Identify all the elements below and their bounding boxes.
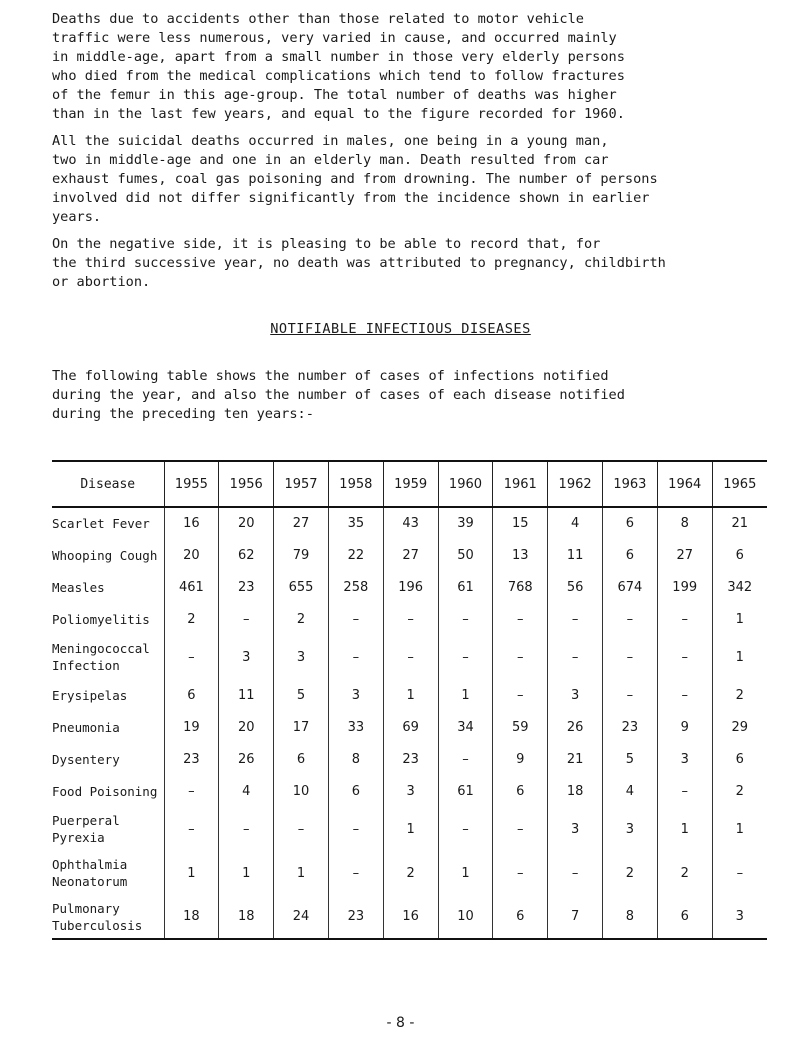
case-count: 674 [603,571,658,603]
section-heading-text: NOTIFIABLE INFECTIOUS DISEASES [270,321,531,337]
header-year: 1959 [383,461,438,507]
case-count: 18 [164,895,219,939]
case-count: – [548,635,603,679]
disease-name: Scarlet Fever [52,516,150,531]
case-count: 33 [328,711,383,743]
disease-name: Food Poisoning [52,783,158,799]
paragraph-maternal: On the negative side, it is pleasing to be able to record that, for the third successive year, no death was attributed to pregnancy, childbirth or abortion. [52,236,666,290]
paragraph-accidents: Deaths due to accidents other than those related to motor vehicle traffic were less numerous, very varied in cause, and occurred mainly in middle-age, apart from a small number in those very elderly persons who died from the medical complications which tend to follow fractures of the femur in this age-group. The total number of deaths was higher than in the last few years, and equal to the figure recorded for 1960. [52,11,625,122]
case-count: – [603,679,658,711]
case-count: 10 [274,775,329,807]
case-count: 9 [493,743,548,775]
table-row [52,507,767,539]
case-count: – [493,679,548,711]
header-year: 1958 [328,461,383,507]
page-number: - 8 - [386,1015,415,1031]
disease-name: Meningococcal Infection [52,641,150,673]
disease-name: Puerperal Pyrexia [52,813,120,845]
case-count: – [164,807,219,851]
case-count: – [438,635,493,679]
case-count: – [383,603,438,635]
header-year: 1963 [603,461,658,507]
case-count: 3 [328,679,383,711]
case-count: 11 [548,539,603,571]
case-count: 6 [712,743,767,775]
case-count: 6 [274,743,329,775]
case-count: – [493,603,548,635]
case-count: 79 [274,539,329,571]
case-count: 2 [712,679,767,711]
case-count: 1 [164,851,219,895]
case-count: 6 [712,539,767,571]
case-count: 13 [493,539,548,571]
case-count: 3 [383,775,438,807]
case-count: 3 [657,743,712,775]
case-count: 20 [219,711,274,743]
case-count: 1 [438,851,493,895]
paragraph-suicides: All the suicidal deaths occurred in males, one being in a young man, two in middle-age and one in an elderly man. Death resulted from car exhaust fumes, coal gas poisoning and from drowning. The number of persons involved did not differ significantly from the incidence shown in earlier years. [52,133,658,225]
case-count: 1 [274,851,329,895]
case-count: 34 [438,711,493,743]
case-count: 62 [219,539,274,571]
case-count: 27 [274,507,329,539]
case-count: – [603,603,658,635]
case-count: 2 [274,603,329,635]
table-row [52,571,767,603]
header-year: 1962 [548,461,603,507]
case-count: 6 [493,775,548,807]
case-count: 1 [712,635,767,679]
case-count: 56 [548,571,603,603]
table-row [52,679,767,711]
case-count: – [712,851,767,895]
case-count: 258 [328,571,383,603]
case-count: 6 [603,539,658,571]
section-heading [0,320,801,339]
case-count: 17 [274,711,329,743]
case-count: 1 [438,679,493,711]
case-count: 196 [383,571,438,603]
case-count: 29 [712,711,767,743]
disease-name: Dysentery [52,751,120,767]
case-count: 50 [438,539,493,571]
case-count: 1 [712,603,767,635]
case-count: 3 [603,807,658,851]
case-count: 1 [219,851,274,895]
case-count: 43 [383,507,438,539]
case-count: 23 [219,571,274,603]
header-year: 1964 [657,461,712,507]
case-count: 21 [712,507,767,539]
table-row [52,711,767,743]
table-body [52,507,767,939]
case-count: 3 [548,807,603,851]
case-count: – [328,635,383,679]
case-count: 3 [548,679,603,711]
disease-name: Poliomyelitis [52,611,150,627]
case-count: 2 [712,775,767,807]
case-count: 15 [493,507,548,539]
table-header-row [52,461,767,507]
header-year: 1956 [219,461,274,507]
case-count: – [603,635,658,679]
case-count: – [438,807,493,851]
case-count: 199 [657,571,712,603]
disease-name: Ophthalmia Neonatorum [52,857,128,889]
table-row [52,539,767,571]
case-count: 1 [383,679,438,711]
case-count: 3 [712,895,767,939]
case-count: 5 [274,679,329,711]
case-count: 26 [548,711,603,743]
table-row [52,603,767,635]
case-count: 6 [328,775,383,807]
case-count: 39 [438,507,493,539]
case-count: 9 [657,711,712,743]
case-count: 2 [164,603,219,635]
case-count: 5 [603,743,658,775]
case-count: 7 [548,895,603,939]
table-row [52,851,767,895]
case-count: 6 [657,895,712,939]
case-count: 19 [164,711,219,743]
case-count: – [438,743,493,775]
case-count: – [657,603,712,635]
case-count: – [548,851,603,895]
case-count: 21 [548,743,603,775]
case-count: 27 [383,539,438,571]
case-count: 8 [657,507,712,539]
case-count: – [328,851,383,895]
table-row [52,775,767,807]
case-count: 18 [219,895,274,939]
case-count: – [657,679,712,711]
case-count: – [657,775,712,807]
case-count: – [657,635,712,679]
disease-name: Pneumonia [52,719,120,735]
case-count: – [164,635,219,679]
case-count: 6 [164,679,219,711]
header-year: 1957 [274,461,329,507]
case-count: 61 [438,775,493,807]
header-year: 1955 [164,461,219,507]
case-count: 22 [328,539,383,571]
case-count: 27 [657,539,712,571]
case-count: 8 [603,895,658,939]
case-count: 35 [328,507,383,539]
case-count: 4 [219,775,274,807]
case-count: 4 [603,775,658,807]
case-count: 8 [328,743,383,775]
case-count: 2 [657,851,712,895]
case-count: – [328,807,383,851]
case-count: 20 [164,539,219,571]
case-count: 11 [219,679,274,711]
case-count: 20 [219,507,274,539]
case-count: 23 [383,743,438,775]
case-count: 23 [603,711,658,743]
case-count: – [493,807,548,851]
case-count: 342 [712,571,767,603]
case-count: 2 [383,851,438,895]
table-row [52,743,767,775]
table-row [52,895,767,939]
table-row [52,635,767,679]
case-count: 26 [219,743,274,775]
case-count: 4 [548,507,603,539]
case-count: 61 [438,571,493,603]
case-count: 3 [274,635,329,679]
case-count: – [493,851,548,895]
case-count: – [438,603,493,635]
disease-name: Whooping Cough [52,547,158,563]
case-count: 23 [164,743,219,775]
case-count: – [383,635,438,679]
case-count: – [219,603,274,635]
case-count: – [548,603,603,635]
header-disease: Disease [52,461,164,507]
disease-table [52,460,767,940]
case-count: 16 [164,507,219,539]
table-row [52,807,767,851]
case-count: 2 [603,851,658,895]
header-year: 1961 [493,461,548,507]
disease-name: Erysipelas [52,687,128,703]
case-count: 6 [493,895,548,939]
case-count: 1 [712,807,767,851]
case-count: 3 [219,635,274,679]
header-year: 1965 [712,461,767,507]
case-count: 59 [493,711,548,743]
case-count: 16 [383,895,438,939]
case-count: 655 [274,571,329,603]
case-count: 1 [383,807,438,851]
case-count: 69 [383,711,438,743]
case-count: 10 [438,895,493,939]
case-count: – [219,807,274,851]
case-count: 461 [164,571,219,603]
case-count: 6 [603,507,658,539]
disease-name: Measles [52,579,105,595]
case-count: 1 [657,807,712,851]
case-count: 24 [274,895,329,939]
case-count: 768 [493,571,548,603]
case-count: – [274,807,329,851]
case-count: 18 [548,775,603,807]
disease-name: Pulmonary Tuberculosis [52,895,164,939]
table-intro: The following table shows the number of cases of infections notified during the year, and also the number of cases of each disease notified during the preceding ten years:- [52,368,625,422]
case-count: – [164,775,219,807]
case-count: – [493,635,548,679]
case-count: 23 [328,895,383,939]
case-count: – [328,603,383,635]
header-year: 1960 [438,461,493,507]
